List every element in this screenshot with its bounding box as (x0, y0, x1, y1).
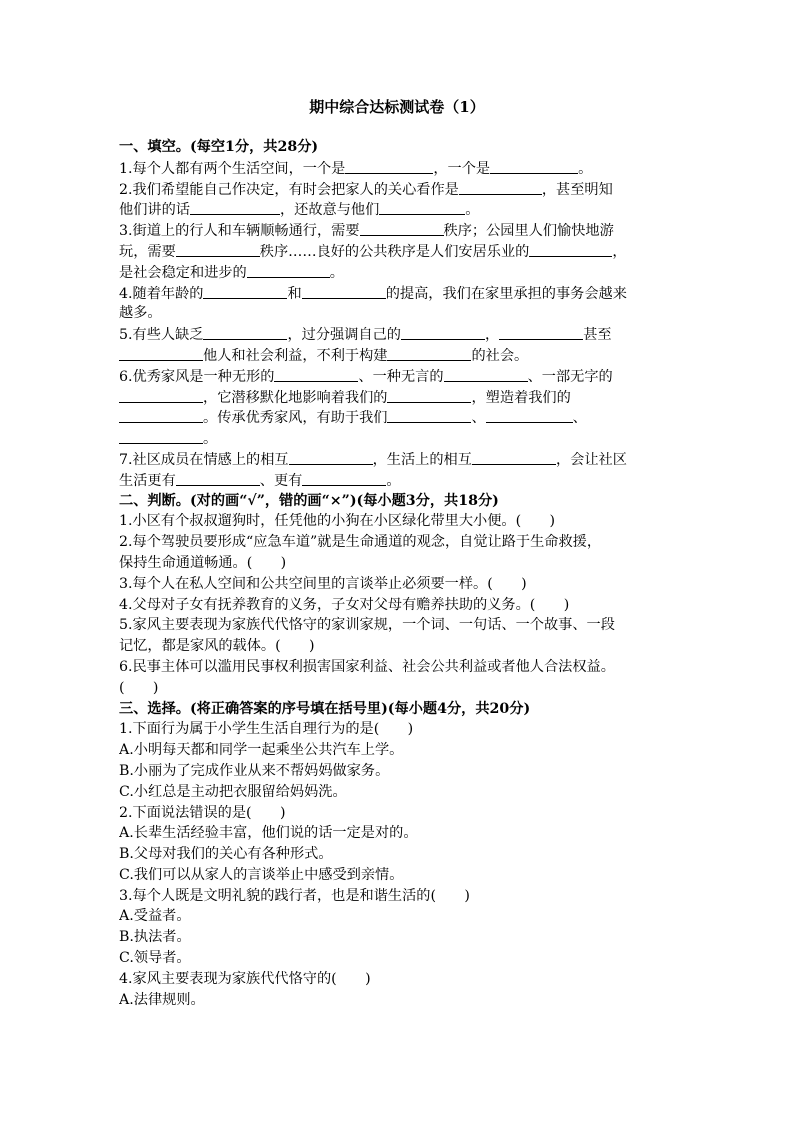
answer-blank[interactable] (176, 470, 260, 486)
answer-blank[interactable] (529, 241, 612, 257)
answer-blank[interactable] (387, 407, 471, 423)
fill-q6-line1 (119, 366, 675, 387)
choice-q3-option-b: B.执法者。 (119, 929, 191, 946)
q-text: 。 (465, 202, 480, 219)
q-text: ， (485, 327, 500, 344)
answer-blank[interactable] (499, 324, 583, 340)
fill-q7-line1 (119, 449, 675, 470)
q-text: 。传承优秀家风，有助于我们 (203, 410, 388, 427)
q-text: ，塑造着我们的 (471, 389, 571, 406)
q-text: 秩序……良好的公共秩序是人们安居乐业的 (259, 243, 530, 260)
choice-q2-option-b: B.父母对我们的关心有各种形式。 (119, 846, 333, 863)
q-text: ，还故意与他们 (279, 202, 380, 219)
q-text: 6.优秀家风是一种无形的 (119, 368, 275, 385)
q-text: 越多。 (119, 305, 162, 322)
q-text: 。 (203, 431, 218, 448)
q-text: 他人和社会利益，不利于构建 (203, 347, 388, 364)
answer-blank[interactable] (274, 366, 358, 382)
answer-blank[interactable] (401, 324, 485, 340)
answer-blank[interactable] (119, 387, 203, 403)
fill-q2-line1 (119, 179, 675, 200)
fill-q7-line2 (119, 470, 675, 491)
q-text: 、更有 (259, 472, 303, 489)
q-text: 的提高，我们在家里承担的事务会越来 (385, 285, 627, 302)
q-text: ，它潜移默化地影响着我们的 (203, 389, 388, 406)
judge-q1: 1.小区有个叔叔遛狗时，任凭他的小狗在小区绿化带里大小便。( ) (119, 513, 556, 530)
answer-blank[interactable] (302, 283, 386, 299)
q-text: 的社会。 (471, 347, 529, 364)
answer-blank[interactable] (379, 199, 465, 215)
q-text: 3.街道上的行人和车辆顺畅通行，需要 (119, 223, 360, 240)
fill-q6-line4 (119, 428, 675, 449)
choice-q4-option-a: A.法律规则。 (119, 991, 205, 1008)
fill-q4-line1 (119, 283, 675, 304)
q-text: 。 (386, 472, 401, 489)
q-text: ， (612, 243, 627, 260)
section-heading-judge: 二、判断。(对的画“√”，错的画“×”)(每小题3分，共18分) (119, 492, 499, 509)
judge-q2-line2: 保持生命通道畅通。( ) (119, 554, 287, 571)
q-text: 1.每个人都有两个生活空间，一个是 (119, 160, 346, 177)
q-text: 甚至 (583, 327, 612, 344)
q-text: 玩，需要 (119, 243, 176, 260)
fill-q3-line3 (119, 262, 675, 283)
choice-q1-option-a: A.小明每天都和同学一起乘坐公共汽车上学。 (119, 742, 404, 759)
fill-q5-line2 (119, 345, 675, 366)
q-text: ，生活上的相互 (372, 451, 472, 468)
judge-q3: 3.每个人在私人空间和公共空间里的言谈举止必须要一样。( ) (119, 575, 527, 592)
choice-q3-option-c: C.领导者。 (119, 950, 191, 967)
q-text: 4.随着年龄的 (119, 285, 204, 302)
q-text: 7.社区成员在情感上的相互 (119, 451, 289, 468)
answer-blank[interactable] (203, 324, 287, 340)
choice-q3-option-a: A.受益者。 (119, 908, 191, 925)
answer-blank[interactable] (444, 366, 528, 382)
section-heading-choice: 三、选择。(将正确答案的序号填在括号里)(每小题4分，共20分) (119, 700, 531, 717)
fill-q6-line3 (119, 407, 675, 428)
fill-q1 (119, 158, 675, 179)
answer-blank[interactable] (190, 199, 280, 215)
choice-q1-option-c: C.小红总是主动把衣服留给妈妈洗。 (119, 783, 347, 800)
q-text: 秩序；公园里人们愉快地游 (443, 223, 614, 240)
q-text: 他们讲的话 (119, 202, 190, 219)
judge-q4: 4.父母对子女有抚养教育的义务，子女对父母有赡养扶助的义务。( ) (119, 596, 570, 613)
answer-blank[interactable] (345, 158, 433, 174)
answer-blank[interactable] (387, 387, 471, 403)
choice-q3: 3.每个人既是文明礼貌的践行者，也是和谐生活的( ) (119, 887, 470, 904)
fill-q6-line2 (119, 387, 675, 408)
q-text: 2.我们希望能自己作决定，有时会把家人的关心看作是 (119, 181, 459, 198)
judge-q6-line1: 6.民事主体可以滥用民事权利损害国家利益、社会公共利益或者他人合法权益。 (119, 658, 615, 675)
answer-blank[interactable] (247, 262, 330, 278)
choice-q2-option-c: C.我们可以从家人的言谈举止中感受到亲情。 (119, 866, 404, 883)
fill-q2-line2 (119, 199, 675, 220)
answer-blank[interactable] (387, 345, 471, 361)
page-title: 期中综合达标测试卷（1） (309, 98, 485, 116)
choice-q4: 4.家风主要表现为家族代代恪守的( ) (119, 970, 371, 987)
fill-q5-line1 (119, 324, 675, 345)
choice-q1: 1.下面行为属于小学生生活自理行为的是( ) (119, 721, 414, 738)
fill-q3-line2 (119, 241, 675, 262)
q-text: ，会让社区 (555, 451, 627, 468)
q-text: 、一部无字的 (527, 368, 613, 385)
judge-q5-line1: 5.家风主要表现为家族代代恪守的家训家规，一个词、一句话、一个故事、一段 (119, 617, 615, 634)
choice-q2-option-a: A.长辈生活经验丰富，他们说的话一定是对的。 (119, 825, 418, 842)
exam-content (119, 137, 675, 1010)
answer-blank[interactable] (119, 428, 203, 444)
q-text: 是社会稳定和进步的 (119, 264, 247, 281)
q-text: 。 (578, 160, 593, 177)
q-text: ，过分强调自己的 (287, 327, 401, 344)
fill-q4-line2 (119, 303, 675, 324)
answer-blank[interactable] (119, 407, 203, 423)
judge-q5-line2: 记忆，都是家风的载体。( ) (119, 638, 315, 655)
q-text: 、一种无言的 (358, 368, 444, 385)
choice-q2: 2.下面说法错误的是( ) (119, 804, 286, 821)
answer-blank[interactable] (176, 241, 260, 257)
choice-q1-option-b: B.小丽为了完成作业从来不帮妈妈做家务。 (119, 762, 390, 779)
judge-q6-line2: ( ) (119, 679, 159, 696)
answer-blank[interactable] (119, 345, 203, 361)
answer-blank[interactable] (486, 407, 573, 423)
q-text: 。 (329, 264, 344, 281)
answer-blank[interactable] (459, 179, 542, 195)
fill-q3-line1 (119, 220, 675, 241)
answer-blank[interactable] (302, 470, 386, 486)
q-text: 生活更有 (119, 472, 176, 489)
answer-blank[interactable] (472, 449, 556, 465)
judge-q2-line1: 2.每个驾驶员要形成“应急车道”就是生命通道的观念，自觉让路于生命救援， (119, 534, 602, 551)
q-text: 5.有些人缺乏 (119, 327, 204, 344)
q-text: 、 (572, 410, 587, 427)
answer-blank[interactable] (490, 158, 578, 174)
q-text: ，甚至明知 (541, 181, 613, 198)
answer-blank[interactable] (289, 449, 373, 465)
q-text: 和 (287, 285, 302, 302)
q-text: ，一个是 (433, 160, 491, 177)
q-text: 、 (471, 410, 486, 427)
answer-blank[interactable] (203, 283, 287, 299)
section-heading-fill: 一、填空。(每空1分，共28分) (119, 139, 319, 155)
answer-blank[interactable] (360, 220, 444, 236)
